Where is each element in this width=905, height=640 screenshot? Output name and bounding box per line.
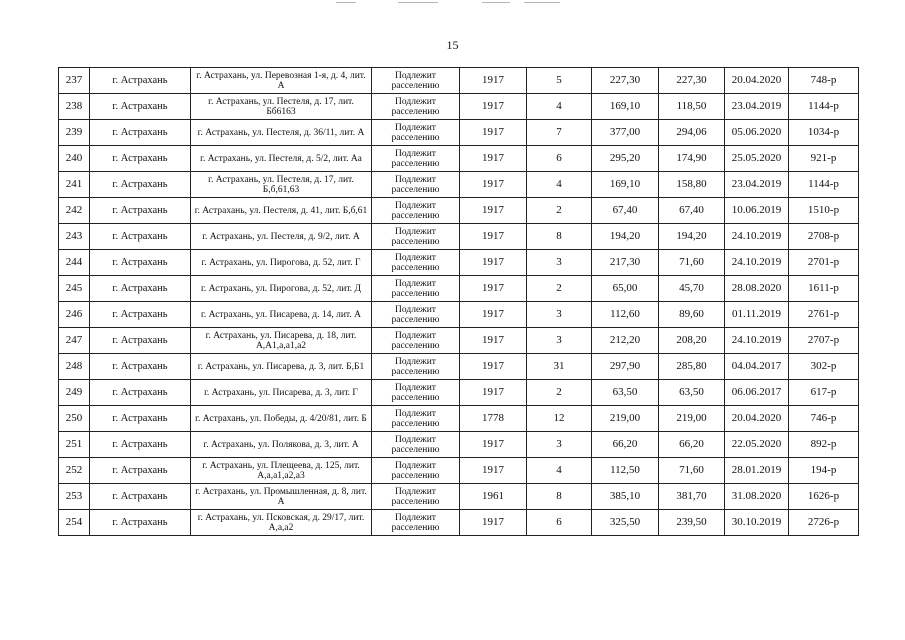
city-cell: г. Астрахань — [90, 406, 191, 432]
year-cell: 1917 — [460, 68, 527, 94]
city-cell: г. Астрахань — [90, 250, 191, 276]
status-cell: Подлежит расселению — [372, 94, 460, 120]
year-cell: 1917 — [460, 198, 527, 224]
housing-registry-table — [58, 67, 859, 536]
area-residential-cell: 66,20 — [659, 432, 725, 458]
area-residential-cell: 294,06 — [659, 120, 725, 146]
table-body — [59, 68, 859, 536]
date-cell: 22.05.2020 — [725, 432, 789, 458]
area-total-cell: 112,50 — [592, 458, 659, 484]
address-cell: г. Астрахань, ул. Пирогова, д. 52, лит. Д — [191, 276, 372, 302]
status-cell: Подлежит расселению — [372, 68, 460, 94]
year-cell: 1917 — [460, 250, 527, 276]
status-cell: Подлежит расселению — [372, 250, 460, 276]
area-total-cell: 194,20 — [592, 224, 659, 250]
area-total-cell: 377,00 — [592, 120, 659, 146]
row-number-cell: 243 — [59, 224, 90, 250]
count-cell: 31 — [527, 354, 592, 380]
order-number-cell: 617-р — [789, 380, 859, 406]
order-number-cell: 1611-р — [789, 276, 859, 302]
count-cell: 2 — [527, 198, 592, 224]
date-cell: 04.04.2017 — [725, 354, 789, 380]
date-cell: 24.10.2019 — [725, 250, 789, 276]
row-number-cell: 239 — [59, 120, 90, 146]
city-cell: г. Астрахань — [90, 302, 191, 328]
status-cell: Подлежит расселению — [372, 224, 460, 250]
date-cell: 30.10.2019 — [725, 510, 789, 536]
count-cell: 6 — [527, 510, 592, 536]
year-cell: 1917 — [460, 328, 527, 354]
year-cell: 1917 — [460, 276, 527, 302]
status-cell: Подлежит расселению — [372, 198, 460, 224]
area-total-cell: 227,30 — [592, 68, 659, 94]
table-row — [59, 250, 859, 276]
area-residential-cell: 227,30 — [659, 68, 725, 94]
table-row — [59, 276, 859, 302]
city-cell: г. Астрахань — [90, 198, 191, 224]
row-number-cell: 245 — [59, 276, 90, 302]
table-row — [59, 328, 859, 354]
area-residential-cell: 63,50 — [659, 380, 725, 406]
area-total-cell: 169,10 — [592, 94, 659, 120]
address-cell: г. Астрахань, ул. Писарева, д. 18, лит. А,А1,а,а1,а2 — [191, 328, 372, 354]
area-total-cell: 325,50 — [592, 510, 659, 536]
city-cell: г. Астрахань — [90, 458, 191, 484]
status-cell: Подлежит расселению — [372, 146, 460, 172]
order-number-cell: 1144-р — [789, 172, 859, 198]
status-cell: Подлежит расселению — [372, 328, 460, 354]
area-residential-cell: 194,20 — [659, 224, 725, 250]
order-number-cell: 1034-р — [789, 120, 859, 146]
table-row — [59, 224, 859, 250]
count-cell: 4 — [527, 94, 592, 120]
count-cell: 2 — [527, 380, 592, 406]
order-number-cell: 748-р — [789, 68, 859, 94]
city-cell: г. Астрахань — [90, 328, 191, 354]
status-cell: Подлежит расселению — [372, 302, 460, 328]
status-cell: Подлежит расселению — [372, 380, 460, 406]
city-cell: г. Астрахань — [90, 432, 191, 458]
count-cell: 4 — [527, 172, 592, 198]
table-row — [59, 354, 859, 380]
city-cell: г. Астрахань — [90, 120, 191, 146]
date-cell: 01.11.2019 — [725, 302, 789, 328]
scan-edge-marks — [0, 0, 905, 6]
count-cell: 3 — [527, 302, 592, 328]
count-cell: 3 — [527, 328, 592, 354]
area-total-cell: 297,90 — [592, 354, 659, 380]
date-cell: 28.08.2020 — [725, 276, 789, 302]
year-cell: 1917 — [460, 120, 527, 146]
year-cell: 1917 — [460, 354, 527, 380]
area-residential-cell: 45,70 — [659, 276, 725, 302]
table-row — [59, 146, 859, 172]
order-number-cell: 2701-р — [789, 250, 859, 276]
year-cell: 1917 — [460, 224, 527, 250]
order-number-cell: 746-р — [789, 406, 859, 432]
city-cell: г. Астрахань — [90, 354, 191, 380]
status-cell: Подлежит расселению — [372, 406, 460, 432]
count-cell: 2 — [527, 276, 592, 302]
area-total-cell: 112,60 — [592, 302, 659, 328]
order-number-cell: 2708-р — [789, 224, 859, 250]
city-cell: г. Астрахань — [90, 224, 191, 250]
status-cell: Подлежит расселению — [372, 354, 460, 380]
status-cell: Подлежит расселению — [372, 510, 460, 536]
area-residential-cell: 219,00 — [659, 406, 725, 432]
table-row — [59, 432, 859, 458]
table-row — [59, 172, 859, 198]
row-number-cell: 253 — [59, 484, 90, 510]
date-cell: 23.04.2019 — [725, 172, 789, 198]
area-residential-cell: 285,80 — [659, 354, 725, 380]
count-cell: 5 — [527, 68, 592, 94]
row-number-cell: 254 — [59, 510, 90, 536]
count-cell: 3 — [527, 432, 592, 458]
address-cell: г. Астрахань, ул. Победы, д. 4/20/81, лит. Б — [191, 406, 372, 432]
date-cell: 20.04.2020 — [725, 406, 789, 432]
address-cell: г. Астрахань, ул. Пестеля, д. 41, лит. Б,б,61 — [191, 198, 372, 224]
city-cell: г. Астрахань — [90, 484, 191, 510]
address-cell: г. Астрахань, ул. Пестеля, д. 17, лит. Бб6163 — [191, 94, 372, 120]
row-number-cell: 244 — [59, 250, 90, 276]
address-cell: г. Астрахань, ул. Пестеля, д. 5/2, лит. Аа — [191, 146, 372, 172]
year-cell: 1961 — [460, 484, 527, 510]
date-cell: 06.06.2017 — [725, 380, 789, 406]
address-cell: г. Астрахань, ул. Пестеля, д. 17, лит. Б,б,61,63 — [191, 172, 372, 198]
table-row — [59, 380, 859, 406]
table-row — [59, 94, 859, 120]
table-row — [59, 458, 859, 484]
year-cell: 1917 — [460, 146, 527, 172]
row-number-cell: 251 — [59, 432, 90, 458]
address-cell: г. Астрахань, ул. Писарева, д. 3, лит. Г — [191, 380, 372, 406]
row-number-cell: 237 — [59, 68, 90, 94]
order-number-cell: 921-р — [789, 146, 859, 172]
area-total-cell: 219,00 — [592, 406, 659, 432]
area-total-cell: 385,10 — [592, 484, 659, 510]
year-cell: 1917 — [460, 302, 527, 328]
city-cell: г. Астрахань — [90, 146, 191, 172]
row-number-cell: 240 — [59, 146, 90, 172]
address-cell: г. Астрахань, ул. Псковская, д. 29/17, лит. А,а,а2 — [191, 510, 372, 536]
order-number-cell: 1626-р — [789, 484, 859, 510]
date-cell: 23.04.2019 — [725, 94, 789, 120]
city-cell: г. Астрахань — [90, 276, 191, 302]
status-cell: Подлежит расселению — [372, 172, 460, 198]
area-residential-cell: 71,60 — [659, 458, 725, 484]
order-number-cell: 2761-р — [789, 302, 859, 328]
date-cell: 28.01.2019 — [725, 458, 789, 484]
date-cell: 20.04.2020 — [725, 68, 789, 94]
city-cell: г. Астрахань — [90, 94, 191, 120]
area-total-cell: 295,20 — [592, 146, 659, 172]
city-cell: г. Астрахань — [90, 172, 191, 198]
count-cell: 3 — [527, 250, 592, 276]
scan-mark — [524, 2, 560, 3]
year-cell: 1917 — [460, 458, 527, 484]
year-cell: 1778 — [460, 406, 527, 432]
row-number-cell: 246 — [59, 302, 90, 328]
address-cell: г. Астрахань, ул. Пестеля, д. 36/11, лит. А — [191, 120, 372, 146]
table-row — [59, 484, 859, 510]
year-cell: 1917 — [460, 510, 527, 536]
count-cell: 7 — [527, 120, 592, 146]
status-cell: Подлежит расселению — [372, 432, 460, 458]
area-total-cell: 212,20 — [592, 328, 659, 354]
year-cell: 1917 — [460, 380, 527, 406]
row-number-cell: 248 — [59, 354, 90, 380]
area-total-cell: 217,30 — [592, 250, 659, 276]
row-number-cell: 238 — [59, 94, 90, 120]
address-cell: г. Астрахань, ул. Перевозная 1-я, д. 4, лит. А — [191, 68, 372, 94]
address-cell: г. Астрахань, ул. Пестеля, д. 9/2, лит. А — [191, 224, 372, 250]
scan-mark — [482, 2, 510, 3]
table-row — [59, 198, 859, 224]
order-number-cell: 302-р — [789, 354, 859, 380]
table-row — [59, 120, 859, 146]
area-total-cell: 67,40 — [592, 198, 659, 224]
row-number-cell: 249 — [59, 380, 90, 406]
date-cell: 31.08.2020 — [725, 484, 789, 510]
count-cell: 6 — [527, 146, 592, 172]
row-number-cell: 247 — [59, 328, 90, 354]
status-cell: Подлежит расселению — [372, 458, 460, 484]
area-total-cell: 66,20 — [592, 432, 659, 458]
table-row — [59, 68, 859, 94]
area-residential-cell: 239,50 — [659, 510, 725, 536]
address-cell: г. Астрахань, ул. Писарева, д. 3, лит. Б,Б1 — [191, 354, 372, 380]
count-cell: 12 — [527, 406, 592, 432]
area-total-cell: 169,10 — [592, 172, 659, 198]
scan-mark — [336, 2, 356, 3]
date-cell: 05.06.2020 — [725, 120, 789, 146]
year-cell: 1917 — [460, 432, 527, 458]
area-residential-cell: 208,20 — [659, 328, 725, 354]
order-number-cell: 194-р — [789, 458, 859, 484]
date-cell: 24.10.2019 — [725, 224, 789, 250]
area-total-cell: 63,50 — [592, 380, 659, 406]
count-cell: 4 — [527, 458, 592, 484]
table-row — [59, 302, 859, 328]
area-residential-cell: 71,60 — [659, 250, 725, 276]
address-cell: г. Астрахань, ул. Промышленная, д. 8, лит. А — [191, 484, 372, 510]
area-residential-cell: 89,60 — [659, 302, 725, 328]
order-number-cell: 1510-р — [789, 198, 859, 224]
date-cell: 25.05.2020 — [725, 146, 789, 172]
order-number-cell: 892-р — [789, 432, 859, 458]
date-cell: 10.06.2019 — [725, 198, 789, 224]
year-cell: 1917 — [460, 172, 527, 198]
area-residential-cell: 381,70 — [659, 484, 725, 510]
address-cell: г. Астрахань, ул. Писарева, д. 14, лит. А — [191, 302, 372, 328]
scan-mark — [398, 2, 438, 3]
area-residential-cell: 174,90 — [659, 146, 725, 172]
area-residential-cell: 158,80 — [659, 172, 725, 198]
order-number-cell: 2707-р — [789, 328, 859, 354]
status-cell: Подлежит расселению — [372, 484, 460, 510]
year-cell: 1917 — [460, 94, 527, 120]
address-cell: г. Астрахань, ул. Полякова, д. 3, лит. А — [191, 432, 372, 458]
row-number-cell: 241 — [59, 172, 90, 198]
city-cell: г. Астрахань — [90, 510, 191, 536]
date-cell: 24.10.2019 — [725, 328, 789, 354]
city-cell: г. Астрахань — [90, 380, 191, 406]
city-cell: г. Астрахань — [90, 68, 191, 94]
row-number-cell: 250 — [59, 406, 90, 432]
address-cell: г. Астрахань, ул. Плещеева, д. 125, лит. А,а,а1,а2,а3 — [191, 458, 372, 484]
status-cell: Подлежит расселению — [372, 120, 460, 146]
table-row — [59, 406, 859, 432]
row-number-cell: 252 — [59, 458, 90, 484]
area-residential-cell: 67,40 — [659, 198, 725, 224]
area-residential-cell: 118,50 — [659, 94, 725, 120]
row-number-cell: 242 — [59, 198, 90, 224]
status-cell: Подлежит расселению — [372, 276, 460, 302]
page-number: 15 — [446, 38, 459, 52]
area-total-cell: 65,00 — [592, 276, 659, 302]
order-number-cell: 1144-р — [789, 94, 859, 120]
table-row — [59, 510, 859, 536]
count-cell: 8 — [527, 484, 592, 510]
address-cell: г. Астрахань, ул. Пирогова, д. 52, лит. Г — [191, 250, 372, 276]
order-number-cell: 2726-р — [789, 510, 859, 536]
count-cell: 8 — [527, 224, 592, 250]
